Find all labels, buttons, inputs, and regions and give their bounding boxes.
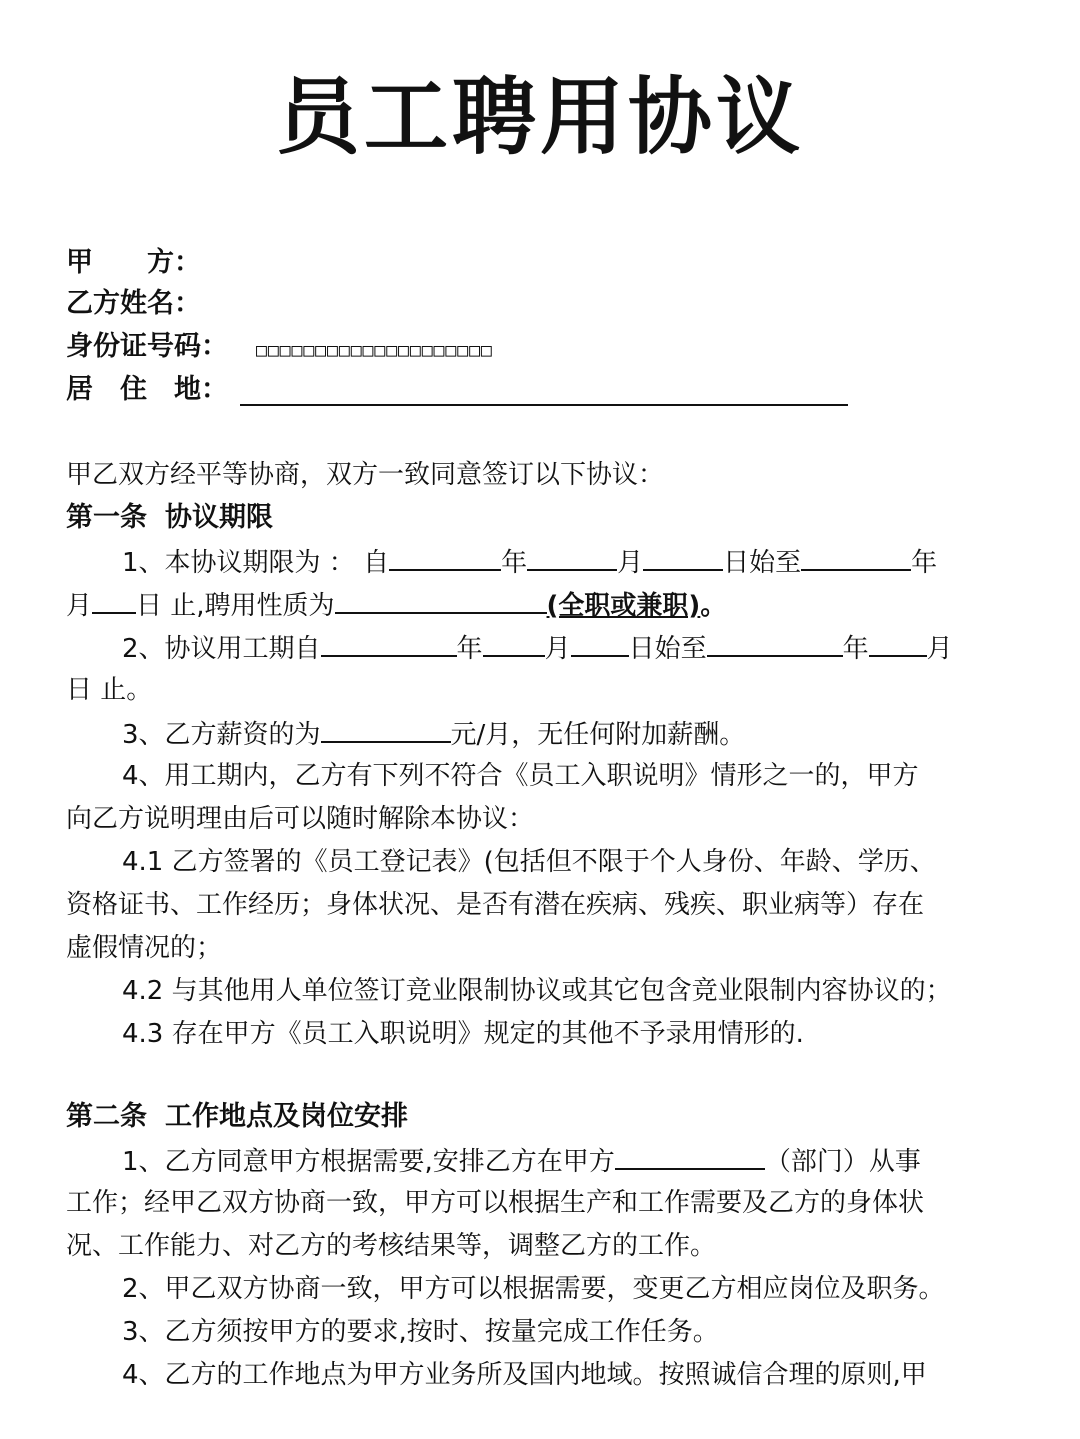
article1-clause2-line2: 日 止。 (66, 675, 153, 705)
article2-heading (66, 1097, 408, 1137)
clause-text: 日 止,聘用性质为 (136, 591, 335, 621)
clause-text: 。 (700, 591, 727, 621)
clause-text: 月 (617, 548, 644, 578)
clause-text: 月 (544, 634, 571, 664)
blank-line (801, 541, 911, 571)
article2-title: 工作地点及岗位安排 (165, 1101, 408, 1132)
article1-clause4-line1: 4、用工期内，乙方有下列不符合《员工入职说明》情形之一的，甲方 (122, 761, 919, 791)
residence-label: 居 住 地： (66, 374, 228, 405)
article1-clause4-1-line2: 资格证书、工作经历；身体状况、是否有潜在疾病、残疾、职业病等）存在 (66, 890, 925, 920)
article1-clause1-line2 (66, 584, 726, 626)
blank-line (869, 627, 927, 657)
blank-line (321, 713, 451, 743)
employment-type-hint: (全职或兼职) (546, 591, 701, 621)
article2-clause2: 2、甲乙双方协商一致，甲方可以根据需要，变更乙方相应岗位及职务。 (122, 1274, 945, 1304)
article1-clause2-line1 (122, 627, 953, 669)
article2-clause3: 3、乙方须按甲方的要求,按时、按量完成工作任务。 (122, 1317, 719, 1347)
party-a-label: 甲 方： (66, 247, 201, 278)
id-number-field (66, 327, 228, 367)
blank-line (389, 541, 501, 571)
id-number-label: 身份证号码： (66, 331, 228, 362)
clause-text: 日始至 (628, 634, 707, 664)
article1-clause1-line1 (122, 541, 937, 583)
blank-line (571, 627, 629, 657)
article1-clause4-line2: 向乙方说明理由后可以随时解除本协议： (66, 804, 535, 834)
article2-clause1-line1 (122, 1140, 921, 1182)
blank-line (335, 584, 547, 614)
party-a-field (66, 243, 201, 283)
article2-clause4: 4、乙方的工作地点为甲方业务所及国内地域。按照诚信合理的原则,甲 (122, 1360, 927, 1390)
residence-blank-line (240, 404, 848, 406)
clause-text: 1、乙方同意甲方根据需要,安排乙方在甲方 (122, 1147, 615, 1177)
clause-text: 月 (926, 634, 953, 664)
clause-text: 年 (456, 634, 483, 664)
blank-line (92, 584, 136, 614)
blank-line (707, 627, 843, 657)
party-b-name-field (66, 284, 201, 324)
clause-text: 日始至 (723, 548, 802, 578)
page-title: 员工聘用协议 (275, 68, 804, 166)
article1-title: 协议期限 (165, 502, 273, 533)
clause-text: 年 (911, 548, 938, 578)
id-number-boxes: □□□□□□□□□□□□□□□□□□□□ (256, 340, 493, 361)
clause-text: 年 (501, 548, 528, 578)
article1-clause4-1-line1: 4.1 乙方签署的《员工登记表》(包括但不限于个人身份、年龄、学历、 (122, 847, 936, 877)
residence-field (66, 370, 228, 410)
article1-number: 第一条 (66, 502, 147, 533)
article1-clause4-3: 4.3 存在甲方《员工入职说明》规定的其他不予录用情形的. (122, 1019, 804, 1049)
clause-text: 1、本协议期限为 ： 自 (122, 548, 390, 578)
article1-clause4-2: 4.2 与其他用人单位签订竞业限制协议或其它包含竞业限制内容协议的； (122, 976, 952, 1006)
article1-clause4-1-line3: 虚假情况的； (66, 933, 223, 963)
blank-line (483, 627, 545, 657)
article2-clause1-line3: 况、工作能力、对乙方的考核结果等，调整乙方的工作。 (66, 1231, 717, 1261)
blank-line (527, 541, 617, 571)
clause-text: （部门）从事 (764, 1147, 921, 1177)
article1-heading (66, 498, 273, 538)
article2-number: 第二条 (66, 1101, 147, 1132)
blank-line (615, 1140, 765, 1170)
blank-line (643, 541, 723, 571)
clause-text: 3、乙方薪资的为 (122, 720, 321, 750)
clause-text: 2、协议用工期自 (122, 634, 321, 664)
article2-clause1-line2: 工作；经甲乙双方协商一致，甲方可以根据生产和工作需要及乙方的身体状 (66, 1188, 925, 1218)
party-b-name-label: 乙方姓名： (66, 288, 201, 319)
article1-clause3 (122, 713, 745, 755)
blank-line (321, 627, 457, 657)
clause-text: 年 (842, 634, 869, 664)
clause-text: 月 (66, 591, 93, 621)
intro-text: 甲乙双方经平等协商，双方一致同意签订以下协议： (66, 460, 665, 490)
clause-text: 元/月，无任何附加薪酬。 (450, 720, 746, 750)
